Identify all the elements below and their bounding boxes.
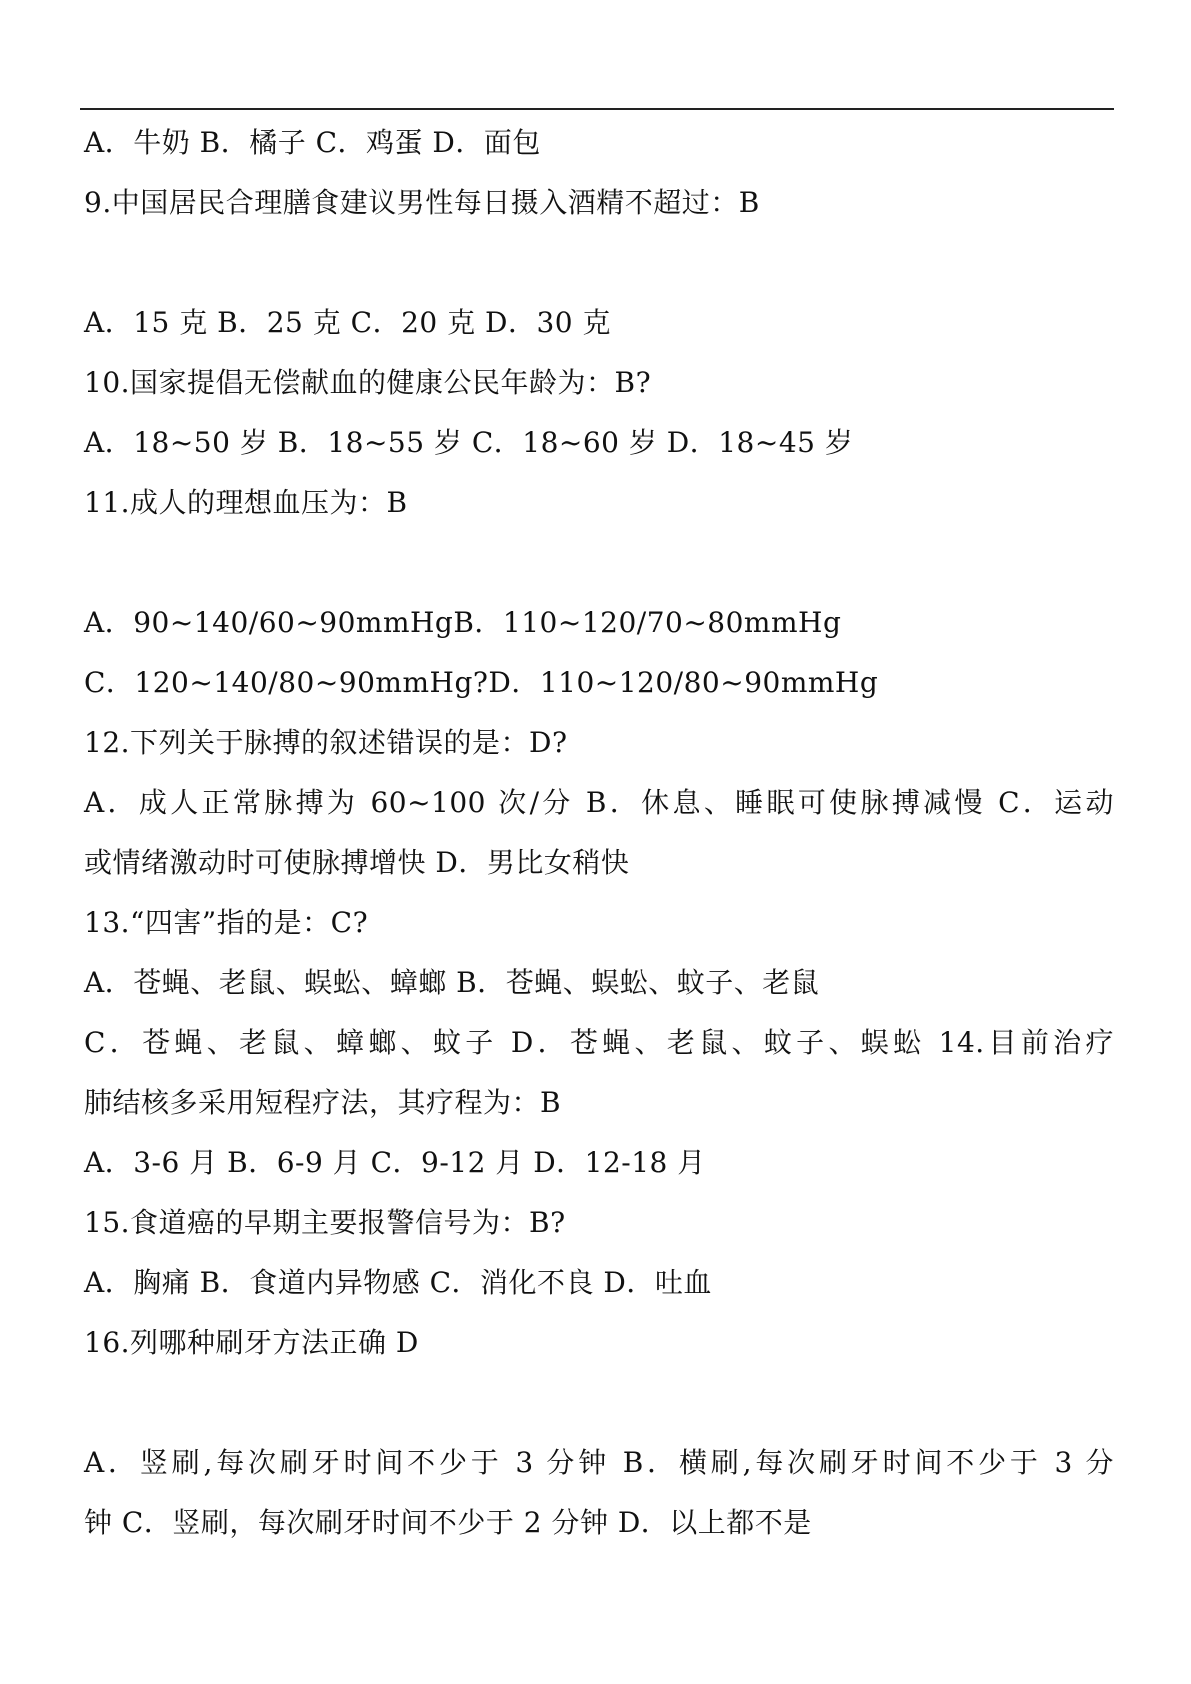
q9-options: A．15 克 B．25 克 C．20 克 D．30 克 [84,306,611,339]
q10-question: 10.国家提倡无偿献血的健康公民年龄为：B? [84,366,652,399]
q12-options-line2: 或情绪激动时可使脉搏增快 D．男比女稍快 [84,846,630,879]
q13-options-cd-q14: C．苍蝇、老鼠、蟑螂、蚊子 D．苍蝇、老鼠、蚊子、蜈蚣 14.目前治疗 [84,1026,1114,1059]
q13-options-ab: A．苍蝇、老鼠、蜈蚣、蟑螂 B．苍蝇、蜈蚣、蚊子、老鼠 [84,966,820,999]
q11-options-ab: A．90~140/60~90mmHgB．110~120/70~80mmHg [84,606,842,639]
q14-question: 肺结核多采用短程疗法，其疗程为：B [84,1086,562,1119]
q14-options: A．3-6 月 B．6-9 月 C．9-12 月 D．12-18 月 [84,1146,706,1179]
q11-options-cd: C．120~140/80~90mmHg?D．110~120/80~90mmHg [84,666,879,699]
q8-options: A．牛奶 B．橘子 C．鸡蛋 D．面包 [84,126,541,159]
q11-question: 11.成人的理想血压为：B [84,486,408,519]
header-rule [80,108,1114,110]
q16-options-line1: A．竖刷,每次刷牙时间不少于 3 分钟 B．横刷,每次刷牙时间不少于 3 分 [84,1446,1114,1479]
q15-options: A．胸痛 B．食道内异物感 C．消化不良 D．吐血 [84,1266,712,1299]
q16-question: 16.列哪种刷牙方法正确 D [84,1326,419,1359]
q13-question: 13.“四害”指的是：C? [84,906,369,939]
document-body [84,113,1114,1553]
q15-question: 15.食道癌的早期主要报警信号为：B? [84,1206,566,1239]
q12-options-line1: A．成人正常脉搏为 60~100 次/分 B．休息、睡眠可使脉搏减慢 C．运动 [84,786,1114,819]
q10-options: A．18~50 岁 B．18~55 岁 C．18~60 岁 D．18~45 岁 [84,426,854,459]
q9-question: 9.中国居民合理膳食建议男性每日摄入酒精不超过：B [84,186,760,219]
q12-question: 12.下列关于脉搏的叙述错误的是：D? [84,726,568,759]
q16-options-line2: 钟 C．竖刷，每次刷牙时间不少于 2 分钟 D．以上都不是 [84,1506,812,1539]
